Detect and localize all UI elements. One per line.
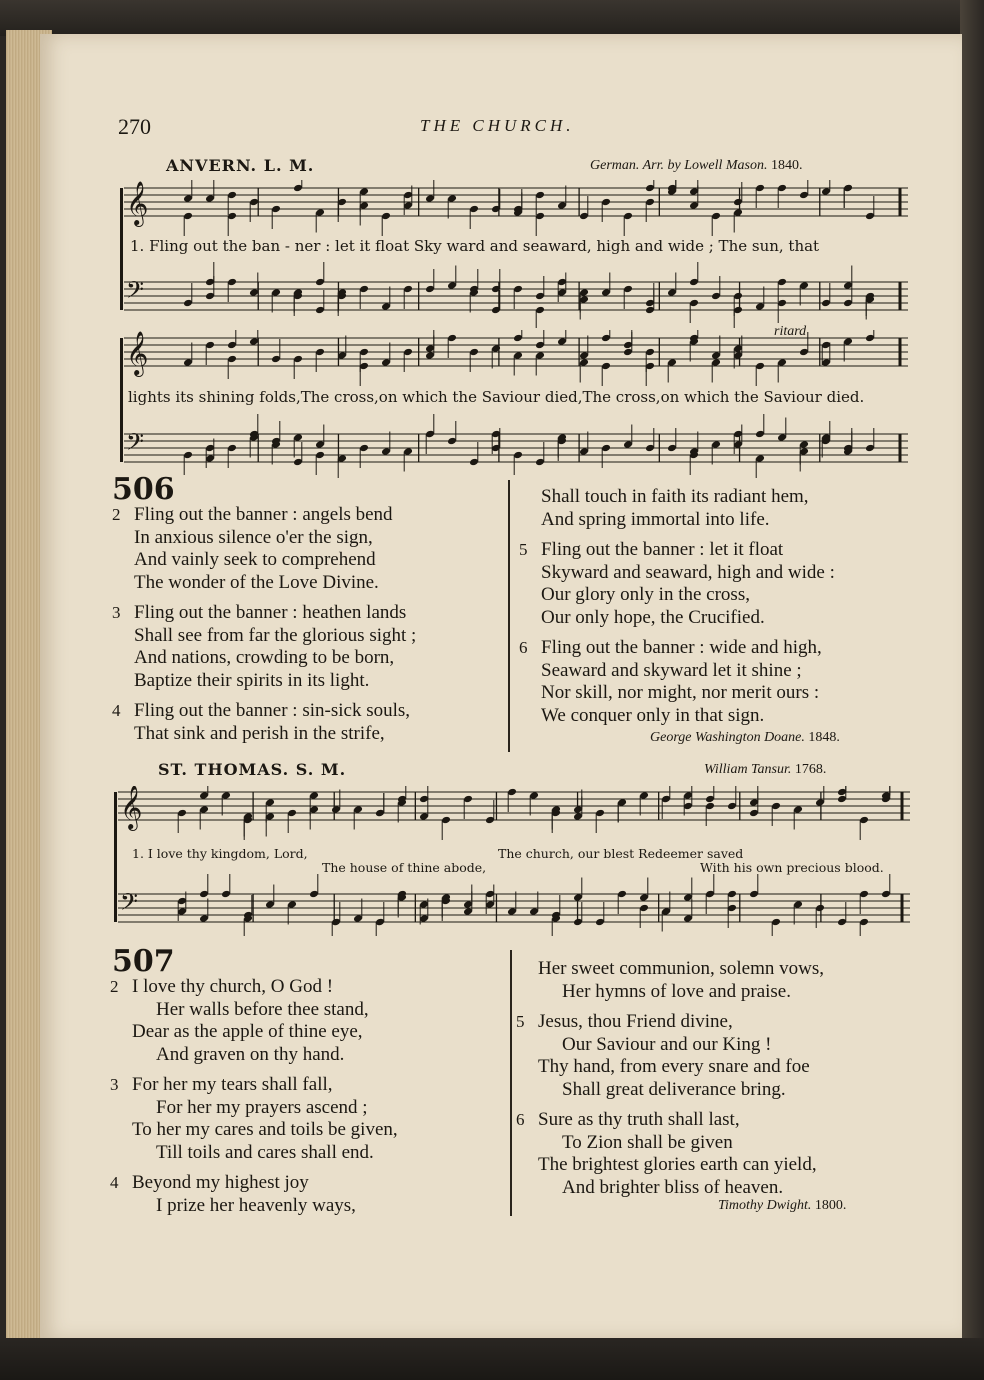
verse-line: Shall touch in faith its radiant hem, [541, 486, 809, 507]
verse-line: Shall great deliverance bring. [562, 1078, 786, 1100]
verse-line: Beyond my highest joy [132, 1172, 309, 1193]
author-year: 1800. [814, 1198, 847, 1213]
hymn-506-author [650, 730, 840, 746]
verse-line: Sure as thy truth shall last, [538, 1109, 740, 1130]
svg-text:𝄢: 𝄢 [120, 888, 139, 921]
verse-line: And brighter bliss of heaven. [562, 1176, 784, 1198]
verse-line: For her my prayers ascend ; [156, 1096, 368, 1118]
composer-year: 1840. [770, 158, 803, 173]
hymnal-page [40, 34, 962, 1340]
verse-number: 3 [112, 603, 121, 622]
lyrics-st-thomas-b: The church, our blest Redeemer saved [498, 846, 744, 861]
composer: William Tansur. [704, 762, 792, 777]
svg-text:𝄢: 𝄢 [126, 428, 145, 461]
verse-line: The wonder of the Love Divine. [134, 571, 379, 593]
svg-text:𝄞: 𝄞 [126, 331, 149, 375]
hymn-507-right-column [516, 958, 918, 1207]
verse-line: In anxious silence o'er the sign, [134, 526, 373, 548]
verse [112, 504, 514, 594]
page-number: 270 [118, 114, 151, 139]
verse-line: We conquer only in that sign. [541, 704, 765, 726]
hymn-507-author [718, 1198, 846, 1214]
verse-line: Till toils and cares shall end. [156, 1141, 374, 1163]
author-name: George Washington Doane. [650, 730, 805, 745]
hymn-number-507: 507 [112, 944, 175, 979]
tune-name-st-thomas: ST. THOMAS. S. M. [158, 760, 347, 779]
verse-line: To her my cares and toils be given, [132, 1119, 398, 1140]
svg-text:𝄞: 𝄞 [120, 786, 143, 829]
verse-line: Shall see from far the glorious sight ; [134, 624, 417, 646]
verse [112, 700, 514, 745]
column-divider [510, 950, 512, 1216]
column-divider [508, 480, 510, 752]
verse-number: 5 [516, 1012, 525, 1031]
hymn-506-right-column [519, 486, 921, 735]
svg-text:𝄞: 𝄞 [126, 181, 149, 225]
verse [112, 602, 514, 692]
verse-line: To Zion shall be given [562, 1131, 733, 1153]
ritard-marking: ritard [774, 324, 807, 339]
lyrics-st-thomas-a: 1. I love thy kingdom, Lord, [132, 846, 308, 861]
verse-line: The brightest glories earth can yield, [538, 1154, 817, 1175]
verse-line: Dear as the apple of thine eye, [132, 1021, 363, 1042]
verse-line: Her sweet communion, solemn vows, [538, 958, 825, 979]
verse-line: Baptize their spirits in its light. [134, 669, 370, 691]
verse-number: 2 [112, 505, 121, 524]
verse-line: Skyward and seaward, high and wide : [541, 561, 835, 583]
tune-attribution-st-thomas [704, 762, 826, 778]
verse-line: Nor skill, nor might, nor merit ours : [541, 682, 820, 703]
verse-line: That sink and perish in the strife, [134, 722, 385, 744]
verse-line: And graven on thy hand. [156, 1043, 345, 1065]
verse [519, 539, 921, 629]
verse-line: Fling out the banner : let it float [541, 539, 784, 560]
verse-line: Seaward and skyward let it shine ; [541, 659, 802, 681]
author-name: Timothy Dwight. [718, 1198, 812, 1213]
verse-line: Fling out the banner : sin-sick souls, [134, 700, 411, 721]
verse [516, 1011, 918, 1101]
verse-line: And vainly seek to comprehend [134, 549, 376, 570]
verse [110, 976, 512, 1066]
book-cover-right [960, 0, 984, 1380]
verse-number: 5 [519, 540, 528, 559]
verse-line: Her walls before thee stand, [156, 998, 369, 1020]
verse-line: Our glory only in the cross, [541, 584, 750, 605]
verse-line: I prize her heavenly ways, [156, 1194, 356, 1216]
composer: German. Arr. by Lowell Mason. [590, 158, 768, 173]
verse-number: 6 [519, 638, 528, 657]
tune-attribution-anvern [590, 158, 802, 174]
verse-line: For her my tears shall fall, [132, 1074, 333, 1095]
verse-number: 6 [516, 1110, 525, 1129]
verse-number: 4 [112, 701, 121, 720]
verse-number: 4 [110, 1173, 119, 1192]
verse-line: Fling out the banner : wide and high, [541, 637, 822, 658]
composer-year: 1768. [794, 762, 827, 777]
verse-line: And spring immortal into life. [541, 508, 770, 530]
svg-text:𝄢: 𝄢 [126, 276, 145, 309]
lyrics-st-thomas-c: The house of thine abode, [322, 860, 487, 875]
lyrics-anvern-line-2: lights its shining folds,The cross,on which the Saviour died,The cross,on which the Saviour died. [128, 388, 865, 406]
hymn-506-left-column [112, 504, 514, 753]
verse-line: Our Saviour and our King ! [562, 1033, 772, 1055]
verse [538, 958, 918, 1003]
verse-line: Our only hope, the Crucified. [541, 606, 765, 628]
verse-line: And nations, crowding to be born, [134, 647, 395, 668]
running-title: THE CHURCH. [420, 116, 575, 135]
book-cover-bottom [0, 1338, 984, 1380]
verse-number: 3 [110, 1075, 119, 1094]
verse-line: I love thy church, O God ! [132, 976, 334, 997]
verse-line: Fling out the banner : angels bend [134, 504, 393, 525]
verse-line: Jesus, thou Friend divine, [538, 1011, 733, 1032]
verse-line: Thy hand, from every snare and foe [538, 1056, 810, 1077]
book-cover-top [0, 0, 984, 36]
author-year: 1848. [808, 730, 840, 745]
lyrics-anvern-line-1: 1. Fling out the ban - ner : let it float Sky ward and seaward, high and wide ; The sun, that [130, 237, 820, 255]
verse-line: Her hymns of love and praise. [562, 980, 791, 1002]
verse-line: Fling out the banner : heathen lands [134, 602, 407, 623]
verse [110, 1172, 512, 1217]
verse [110, 1074, 512, 1164]
verse [519, 637, 921, 727]
tune-name-anvern: ANVERN. L. M. [166, 156, 315, 175]
verse [516, 1109, 918, 1199]
hymn-507-left-column [110, 976, 512, 1225]
verse [541, 486, 921, 531]
hymn-number-506: 506 [112, 472, 175, 507]
verse-number: 2 [110, 977, 119, 996]
lyrics-st-thomas-d: With his own precious blood. [700, 860, 884, 875]
